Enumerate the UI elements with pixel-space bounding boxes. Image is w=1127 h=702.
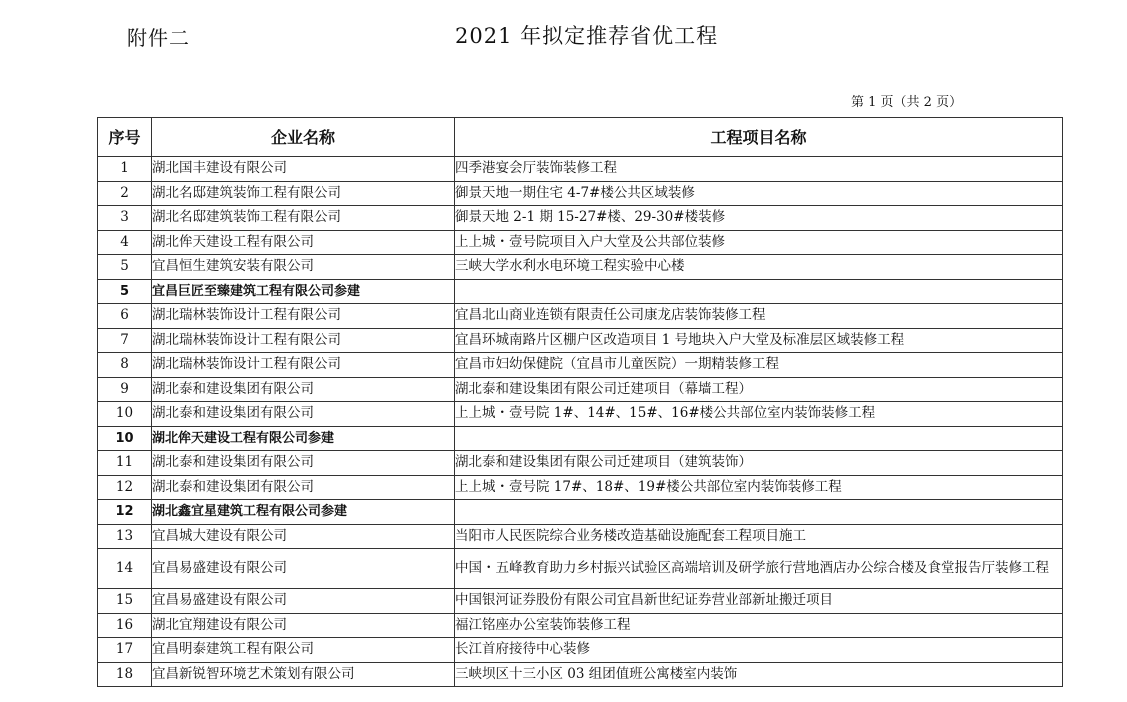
row-seq-cell: 18 <box>98 662 152 687</box>
table-row <box>98 377 1063 402</box>
row-project-cell: 四季港宴会厅装饰装修工程 <box>455 157 1063 182</box>
row-company-cell: 湖北瑞林装饰设计工程有限公司 <box>152 353 455 378</box>
table-row <box>98 230 1063 255</box>
row-project-cell: 上上城・壹号院 17#、18#、19#楼公共部位室内装饰装修工程 <box>455 475 1063 500</box>
column-header-company: 企业名称 <box>152 118 455 157</box>
row-seq-cell: 13 <box>98 524 152 549</box>
row-project-cell: 中国银河证券股份有限公司宜昌新世纪证券营业部新址搬迁项目 <box>455 589 1063 614</box>
table-row <box>98 304 1063 329</box>
row-company-cell: 湖北泰和建设集团有限公司 <box>152 451 455 476</box>
row-seq-cell: 6 <box>98 304 152 329</box>
row-seq-cell: 17 <box>98 638 152 663</box>
row-company-cell: 湖北侔天建设工程有限公司参建 <box>152 426 455 451</box>
document-title: 2021 年拟定推荐省优工程 <box>455 24 719 48</box>
table-row <box>98 328 1063 353</box>
table-row <box>98 500 1063 525</box>
row-company-cell: 宜昌新锐智环境艺术策划有限公司 <box>152 662 455 687</box>
row-project-cell: 宜昌北山商业连锁有限责任公司康龙店装饰装修工程 <box>455 304 1063 329</box>
table-row <box>98 549 1063 589</box>
row-company-cell: 宜昌巨匠至臻建筑工程有限公司参建 <box>152 279 455 304</box>
row-project-cell <box>455 279 1063 304</box>
table-row <box>98 279 1063 304</box>
row-seq-cell: 1 <box>98 157 152 182</box>
row-company-cell: 宜昌恒生建筑安装有限公司 <box>152 255 455 280</box>
row-company-cell: 湖北瑞林装饰设计工程有限公司 <box>152 328 455 353</box>
row-seq-cell: 5 <box>98 279 152 304</box>
row-project-cell <box>455 426 1063 451</box>
row-seq-cell: 16 <box>98 613 152 638</box>
table-row <box>98 613 1063 638</box>
row-company-cell: 湖北国丰建设有限公司 <box>152 157 455 182</box>
row-project-cell: 湖北泰和建设集团有限公司迁建项目（建筑装饰） <box>455 451 1063 476</box>
table-row <box>98 426 1063 451</box>
row-company-cell: 湖北侔天建设工程有限公司 <box>152 230 455 255</box>
row-seq-cell: 12 <box>98 500 152 525</box>
page-indicator: 第 1 页（共 2 页） <box>851 95 963 110</box>
row-seq-cell: 12 <box>98 475 152 500</box>
table-row <box>98 589 1063 614</box>
row-project-cell: 当阳市人民医院综合业务楼改造基础设施配套工程项目施工 <box>455 524 1063 549</box>
row-seq-cell: 11 <box>98 451 152 476</box>
row-company-cell: 湖北泰和建设集团有限公司 <box>152 402 455 427</box>
row-company-cell: 湖北名邸建筑装饰工程有限公司 <box>152 206 455 231</box>
row-project-cell <box>455 500 1063 525</box>
row-project-cell: 上上城・壹号院 1#、14#、15#、16#楼公共部位室内装饰装修工程 <box>455 402 1063 427</box>
table-row <box>98 206 1063 231</box>
table-row <box>98 157 1063 182</box>
row-company-cell: 湖北泰和建设集团有限公司 <box>152 377 455 402</box>
row-project-cell: 中国・五峰教育助力乡村振兴试验区高端培训及研学旅行营地酒店办公综合楼及食堂报告厅装修工程 <box>455 549 1063 589</box>
row-project-cell: 湖北泰和建设集团有限公司迁建项目（幕墙工程） <box>455 377 1063 402</box>
projects-table <box>97 117 1063 687</box>
row-company-cell: 宜昌明泰建筑工程有限公司 <box>152 638 455 663</box>
row-company-cell: 湖北鑫宜星建筑工程有限公司参建 <box>152 500 455 525</box>
row-project-cell: 福江铭座办公室装饰装修工程 <box>455 613 1063 638</box>
row-seq-cell: 2 <box>98 181 152 206</box>
attachment-label: 附件二 <box>127 26 190 50</box>
table-header-row <box>98 118 1063 157</box>
row-seq-cell: 7 <box>98 328 152 353</box>
row-project-cell: 长江首府接待中心装修 <box>455 638 1063 663</box>
row-seq-cell: 15 <box>98 589 152 614</box>
row-seq-cell: 14 <box>98 549 152 589</box>
row-seq-cell: 4 <box>98 230 152 255</box>
row-project-cell: 上上城・壹号院项目入户大堂及公共部位装修 <box>455 230 1063 255</box>
table-row <box>98 638 1063 663</box>
row-project-cell: 宜昌环城南路片区棚户区改造项目 1 号地块入户大堂及标准层区域装修工程 <box>455 328 1063 353</box>
row-project-cell: 三峡大学水利水电环境工程实验中心楼 <box>455 255 1063 280</box>
row-seq-cell: 10 <box>98 426 152 451</box>
row-company-cell: 宜昌城大建设有限公司 <box>152 524 455 549</box>
row-seq-cell: 5 <box>98 255 152 280</box>
table-row <box>98 451 1063 476</box>
row-project-cell: 三峡坝区十三小区 03 组团值班公寓楼室内装饰 <box>455 662 1063 687</box>
row-company-cell: 宜昌易盛建设有限公司 <box>152 549 455 589</box>
row-seq-cell: 8 <box>98 353 152 378</box>
row-project-cell: 宜昌市妇幼保健院（宜昌市儿童医院）一期精装修工程 <box>455 353 1063 378</box>
table-body <box>98 157 1063 687</box>
row-company-cell: 湖北瑞林装饰设计工程有限公司 <box>152 304 455 329</box>
row-seq-cell: 10 <box>98 402 152 427</box>
row-seq-cell: 9 <box>98 377 152 402</box>
table-row <box>98 181 1063 206</box>
row-company-cell: 宜昌易盛建设有限公司 <box>152 589 455 614</box>
row-seq-cell: 3 <box>98 206 152 231</box>
row-project-cell: 御景天地一期住宅 4-7#楼公共区域装修 <box>455 181 1063 206</box>
column-header-seq: 序号 <box>98 118 152 157</box>
table-row <box>98 524 1063 549</box>
table-row <box>98 475 1063 500</box>
table-row <box>98 662 1063 687</box>
row-company-cell: 湖北名邸建筑装饰工程有限公司 <box>152 181 455 206</box>
table-row <box>98 402 1063 427</box>
column-header-project: 工程项目名称 <box>455 118 1063 157</box>
table-row <box>98 353 1063 378</box>
row-company-cell: 湖北宜翔建设有限公司 <box>152 613 455 638</box>
row-company-cell: 湖北泰和建设集团有限公司 <box>152 475 455 500</box>
row-project-cell: 御景天地 2-1 期 15-27#楼、29-30#楼装修 <box>455 206 1063 231</box>
table-row <box>98 255 1063 280</box>
